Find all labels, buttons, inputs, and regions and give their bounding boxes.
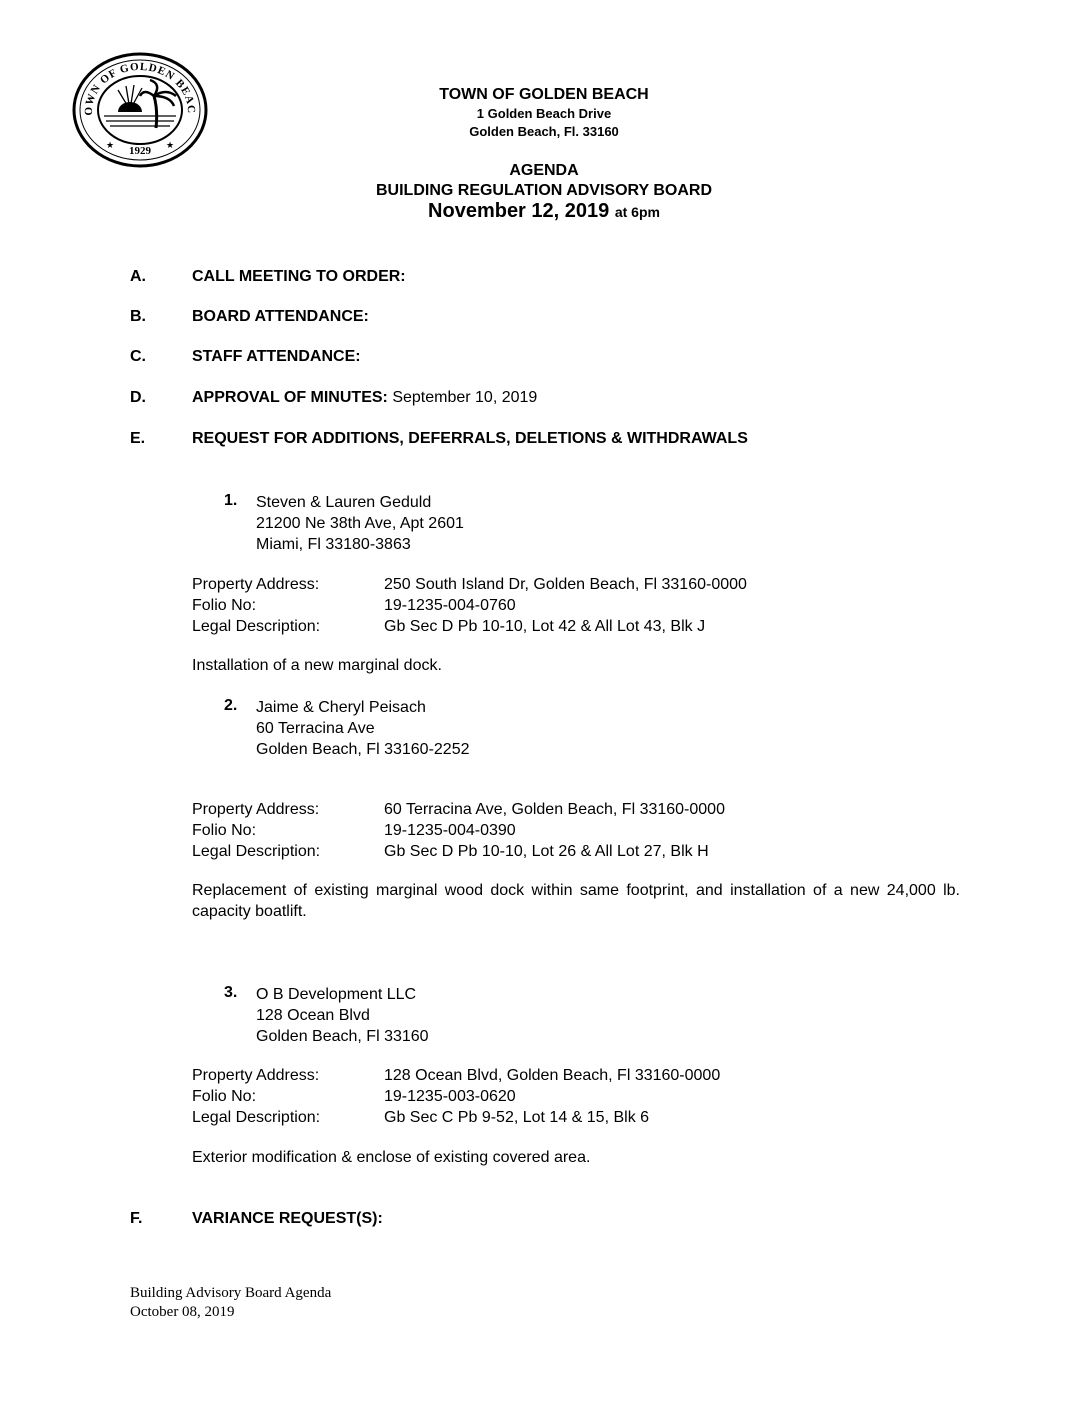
- property-address-value: 128 Ocean Blvd, Golden Beach, Fl 33160-0000: [384, 1067, 721, 1084]
- item-3-description: Exterior modification & enclose of existing covered area.: [192, 1149, 591, 1166]
- minutes-date: September 10, 2019: [392, 389, 538, 406]
- item-1-values: [384, 574, 747, 637]
- applicant-city: Miami, Fl 33180-3863: [256, 536, 411, 553]
- section-e-letter: E.: [130, 430, 146, 447]
- item-2-number: 2.: [224, 697, 238, 714]
- property-address-label: Property Address:: [192, 576, 320, 593]
- section-b-letter: B.: [130, 308, 146, 325]
- item-1-labels: [192, 574, 320, 637]
- legal-description-value: Gb Sec C Pb 9-52, Lot 14 & 15, Blk 6: [384, 1109, 650, 1126]
- legal-description-label: Legal Description:: [192, 843, 321, 860]
- item-3-applicant: [256, 984, 429, 1047]
- section-f-letter: F.: [130, 1210, 143, 1227]
- header-agenda-label: AGENDA: [509, 162, 579, 179]
- section-a-letter: A.: [130, 268, 146, 285]
- property-address-label: Property Address:: [192, 801, 320, 818]
- item-3-values: [384, 1065, 720, 1128]
- folio-label: Folio No:: [192, 1088, 257, 1105]
- applicant-city: Golden Beach, Fl 33160: [256, 1028, 429, 1045]
- item-2-applicant: [256, 697, 469, 760]
- section-d-letter: D.: [130, 389, 146, 406]
- svg-text:★: ★: [165, 140, 175, 150]
- item-3-number: 3.: [224, 984, 238, 1001]
- applicant-city: Golden Beach, Fl 33160-2252: [256, 741, 470, 758]
- header-address-line1: 1 Golden Beach Drive: [476, 106, 612, 121]
- property-address-label: Property Address:: [192, 1067, 320, 1084]
- item-2-labels: [192, 799, 320, 862]
- header-board-name: BUILDING REGULATION ADVISORY BOARD: [375, 182, 712, 199]
- applicant-street: 128 Ocean Blvd: [256, 1007, 370, 1024]
- applicant-name: O B Development LLC: [256, 986, 417, 1003]
- item-1-number: 1.: [224, 492, 238, 509]
- legal-description-value: Gb Sec D Pb 10-10, Lot 42 & All Lot 43, Blk J: [384, 618, 706, 635]
- meeting-time: at 6pm: [614, 204, 660, 220]
- folio-value: 19-1235-004-0760: [384, 597, 516, 614]
- folio-label: Folio No:: [192, 822, 257, 839]
- item-2-values: [384, 799, 725, 862]
- footer-title: Building Advisory Board Agenda: [130, 1285, 332, 1301]
- applicant-street: 21200 Ne 38th Ave, Apt 2601: [256, 515, 464, 532]
- applicant-name: Steven & Lauren Geduld: [256, 494, 432, 511]
- svg-text:1929: 1929: [129, 145, 151, 157]
- item-2-description: Replacement of existing marginal wood dock within same footprint, and installation of a new 24,000 lb. capacity boatlift.: [192, 882, 960, 920]
- property-address-value: 60 Terracina Ave, Golden Beach, Fl 33160-0000: [384, 801, 725, 818]
- header-address-line2: Golden Beach, Fl. 33160: [469, 124, 619, 139]
- section-d-title-text: APPROVAL OF MINUTES:: [192, 389, 388, 406]
- item-1-applicant: [256, 492, 464, 555]
- page-footer: [130, 1284, 331, 1322]
- section-a-title: CALL MEETING TO ORDER:: [192, 268, 406, 285]
- section-c-title: STAFF ATTENDANCE:: [192, 348, 361, 365]
- section-f-title: VARIANCE REQUEST(S):: [192, 1210, 383, 1227]
- legal-description-value: Gb Sec D Pb 10-10, Lot 26 & All Lot 27, Blk H: [384, 843, 709, 860]
- property-address-value: 250 South Island Dr, Golden Beach, Fl 33160-0000: [384, 576, 747, 593]
- header-town-name: TOWN OF GOLDEN BEACH: [439, 86, 649, 103]
- header-meeting-date: [0, 200, 1088, 223]
- legal-description-label: Legal Description:: [192, 618, 321, 635]
- section-c-letter: C.: [130, 348, 146, 365]
- section-e-title: REQUEST FOR ADDITIONS, DEFERRALS, DELETIONS & WITHDRAWALS: [192, 430, 748, 447]
- section-b-title: BOARD ATTENDANCE:: [192, 308, 369, 325]
- folio-value: 19-1235-004-0390: [384, 822, 516, 839]
- svg-text:★: ★: [105, 140, 115, 150]
- folio-label: Folio No:: [192, 597, 257, 614]
- svg-text:TOWN OF GOLDEN BEACH: OWN OF GOLDEN BEAC: [82, 60, 198, 116]
- meeting-date: November 12, 2019: [428, 200, 610, 222]
- folio-value: 19-1235-003-0620: [384, 1088, 516, 1105]
- item-3-labels: [192, 1065, 320, 1128]
- legal-description-label: Legal Description:: [192, 1109, 321, 1126]
- item-1-description: Installation of a new marginal dock.: [192, 657, 442, 674]
- footer-date: October 08, 2019: [130, 1304, 235, 1320]
- applicant-street: 60 Terracina Ave: [256, 720, 375, 737]
- section-d-title: [192, 389, 537, 407]
- applicant-name: Jaime & Cheryl Peisach: [256, 699, 426, 716]
